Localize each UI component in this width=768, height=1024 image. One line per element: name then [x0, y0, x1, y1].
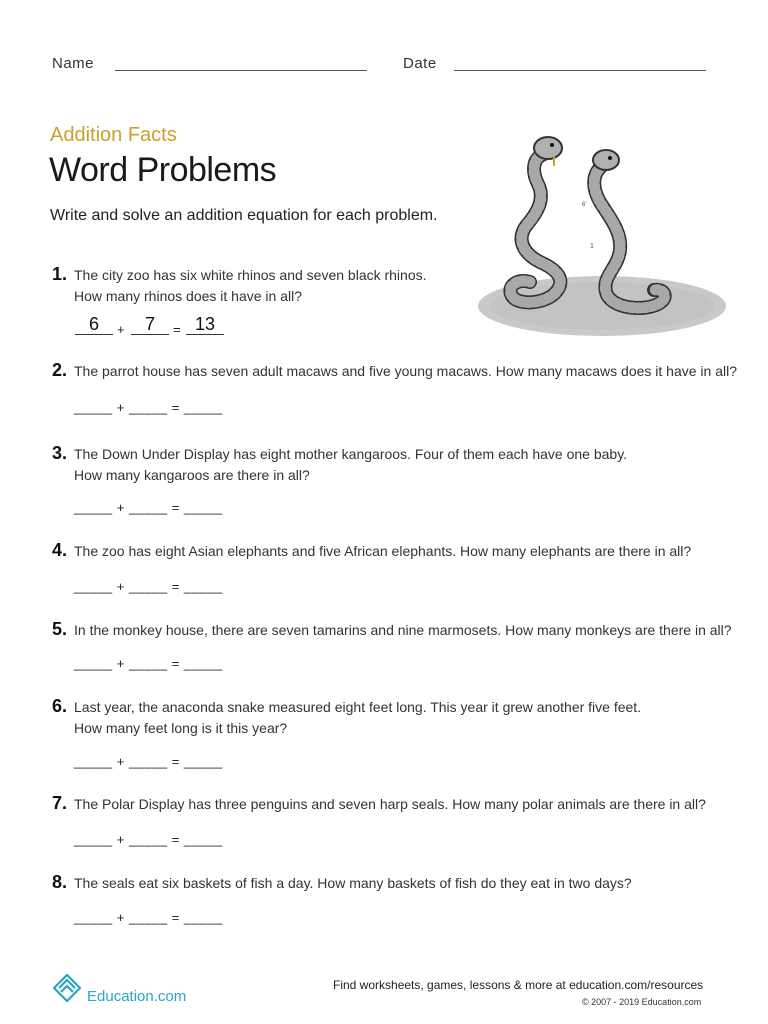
problem-3-text: [74, 444, 627, 486]
footer-tagline[interactable]: Find worksheets, games, lessons & more at education.com/resources: [333, 978, 704, 992]
problem-2-answer-equation[interactable]: _____ + _____ = _____: [74, 400, 223, 415]
date-field[interactable]: [454, 70, 706, 71]
problem-3-line-2: How many kangaroos are there in all?: [74, 467, 310, 483]
example-equals: =: [173, 322, 181, 337]
problem-3-number: 3.: [52, 443, 68, 463]
problem-3-line-1: The Down Under Display has eight mother kangaroos. Four of them each have one baby.: [74, 446, 628, 462]
problem-2-text: [74, 361, 737, 382]
left-snake-head: [534, 137, 562, 159]
problem-5-line-1: In the monkey house, there are seven tamarins and nine marmosets. How many monkeys are there in all?: [74, 622, 732, 638]
subtitle: Addition Facts: [50, 124, 177, 146]
ruler-mark-1: 1: [590, 243, 594, 250]
education-logo-icon[interactable]: [50, 970, 84, 1004]
example-sum: 13: [186, 314, 224, 335]
problem-6-line-1: Last year, the anaconda snake measured eight feet long. This year it grew another five feet.: [74, 699, 642, 715]
problem-5-number: 5.: [52, 619, 68, 639]
problem-6-number: 6.: [52, 696, 68, 716]
problem-7-line-1: The Polar Display has three penguins and seven harp seals. How many polar animals are there in all?: [74, 796, 706, 812]
name-label: Name: [52, 55, 95, 72]
problem-7-answer-equation[interactable]: _____ + _____ = _____: [74, 832, 223, 847]
problem-4-line-1: The zoo has eight Asian elephants and five African elephants. How many elephants are there in all?: [74, 543, 692, 559]
date-label: Date: [403, 55, 437, 72]
left-snake-eye: [550, 143, 554, 147]
problem-7-text: [74, 794, 706, 815]
right-snake-head: [593, 150, 619, 170]
page-title: Word Problems: [49, 151, 277, 189]
right-snake-eye: [608, 156, 612, 160]
problem-8-text: [74, 873, 632, 894]
name-field[interactable]: [115, 70, 367, 71]
problem-1-line-2: How many rhinos does it have in all?: [74, 288, 303, 304]
problem-2-number: 2.: [52, 360, 68, 380]
instructions: Write and solve an addition equation for each problem.: [50, 207, 438, 224]
problem-4-answer-equation[interactable]: _____ + _____ = _____: [74, 579, 223, 594]
education-logo-text[interactable]: Education.com: [87, 988, 187, 1005]
problem-1-number: 1.: [52, 264, 68, 284]
problem-3-answer-equation[interactable]: _____ + _____ = _____: [74, 500, 223, 515]
problem-6-answer-equation[interactable]: _____ + _____ = _____: [74, 754, 223, 769]
problem-2-line-1: The parrot house has seven adult macaws and five young macaws. How many macaws does it have in all?: [74, 363, 738, 379]
problem-8-line-1: The seals eat six baskets of fish a day. How many baskets of fish do they eat in two days?: [74, 875, 632, 891]
problem-4-number: 4.: [52, 540, 68, 560]
problem-4-text: [74, 541, 691, 562]
example-plus: +: [117, 322, 125, 337]
problem-6-text: [74, 697, 641, 739]
snakes-illustration: [474, 128, 730, 340]
problem-8-answer-equation[interactable]: _____ + _____ = _____: [74, 910, 223, 925]
problem-8-number: 8.: [52, 872, 68, 892]
problem-5-answer-equation[interactable]: _____ + _____ = _____: [74, 656, 223, 671]
example-addend-2: 7: [131, 314, 169, 335]
copyright: © 2007 - 2019 Education.com: [582, 997, 702, 1007]
example-addend-1: 6: [75, 314, 113, 335]
problem-6-line-2: How many feet long is it this year?: [74, 720, 288, 736]
problem-1-line-1: The city zoo has six white rhinos and seven black rhinos.: [74, 267, 427, 283]
problem-5-text: [74, 620, 732, 641]
problem-1-text: [74, 265, 427, 307]
problem-7-number: 7.: [52, 793, 68, 813]
ruler-mark-6ft: 6': [582, 202, 587, 208]
